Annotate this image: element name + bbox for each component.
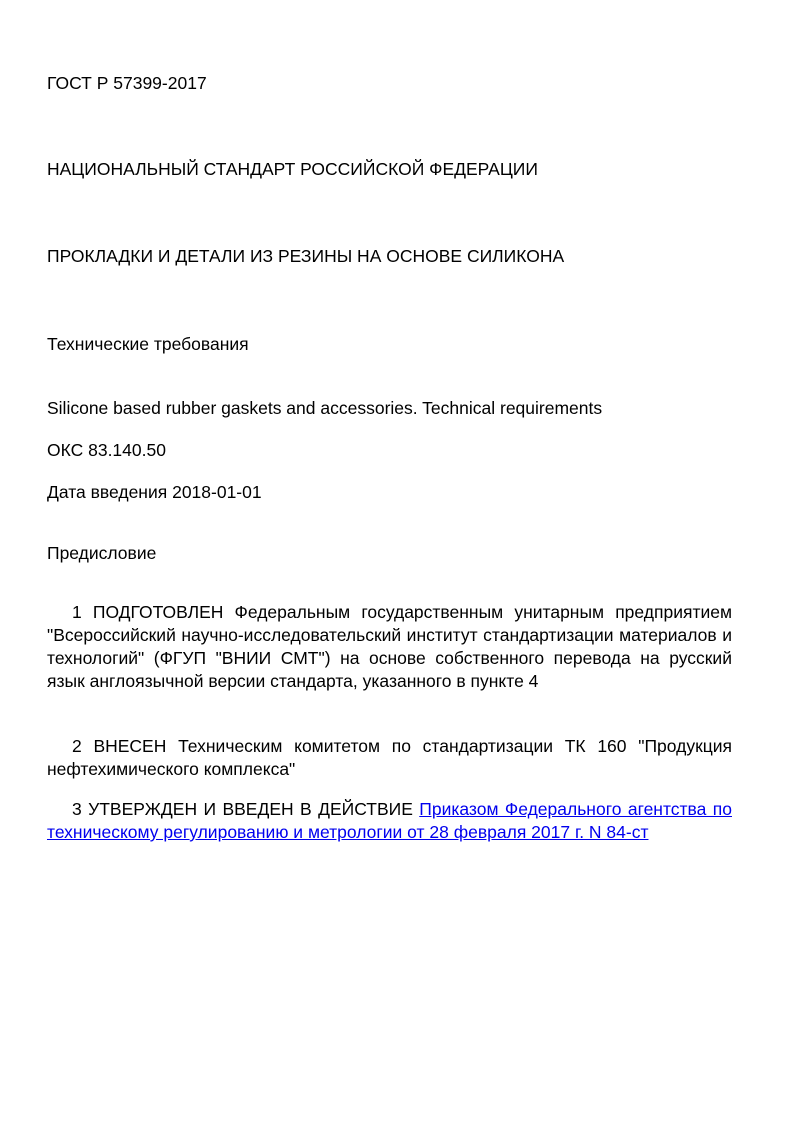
order-link[interactable]: Приказом Федерального агентства по техническому регулированию и метрологии от 28 февраля 2017 г. N 84-ст xyxy=(47,799,732,842)
english-title: Silicone based rubber gaskets and accessories. Technical requirements xyxy=(47,398,603,418)
foreword-item-2: 2 ВНЕСЕН Техническим комитетом по стандартизации ТК 160 "Продукция нефтехимического комплекса" xyxy=(47,736,732,779)
foreword-heading: Предисловие xyxy=(47,543,157,563)
foreword-item-3-prefix: 3 УТВЕРЖДЕН И ВВЕДЕН В ДЕЙСТВИЕ xyxy=(72,799,420,819)
standard-designation: ГОСТ Р 57399-2017 xyxy=(47,73,207,93)
oks-code: ОКС 83.140.50 xyxy=(47,440,166,460)
foreword-item-1: 1 ПОДГОТОВЛЕН Федеральным государственным унитарным предприятием "Всероссийский научно-исследовательский институт стандартизации материалов и технологий" (ФГУП "ВНИИ СМТ") на основе собственного перевода на русский язык англоязычной версии стандарта, указанного в пункте 4 xyxy=(47,602,732,691)
foreword-item-3 xyxy=(47,798,732,844)
document-subtitle: Технические требования xyxy=(47,334,249,354)
introduction-date: Дата введения 2018-01-01 xyxy=(47,482,262,502)
standard-type-heading: НАЦИОНАЛЬНЫЙ СТАНДАРТ РОССИЙСКОЙ ФЕДЕРАЦИИ xyxy=(47,159,538,179)
document-title: ПРОКЛАДКИ И ДЕТАЛИ ИЗ РЕЗИНЫ НА ОСНОВЕ СИЛИКОНА xyxy=(47,246,565,266)
